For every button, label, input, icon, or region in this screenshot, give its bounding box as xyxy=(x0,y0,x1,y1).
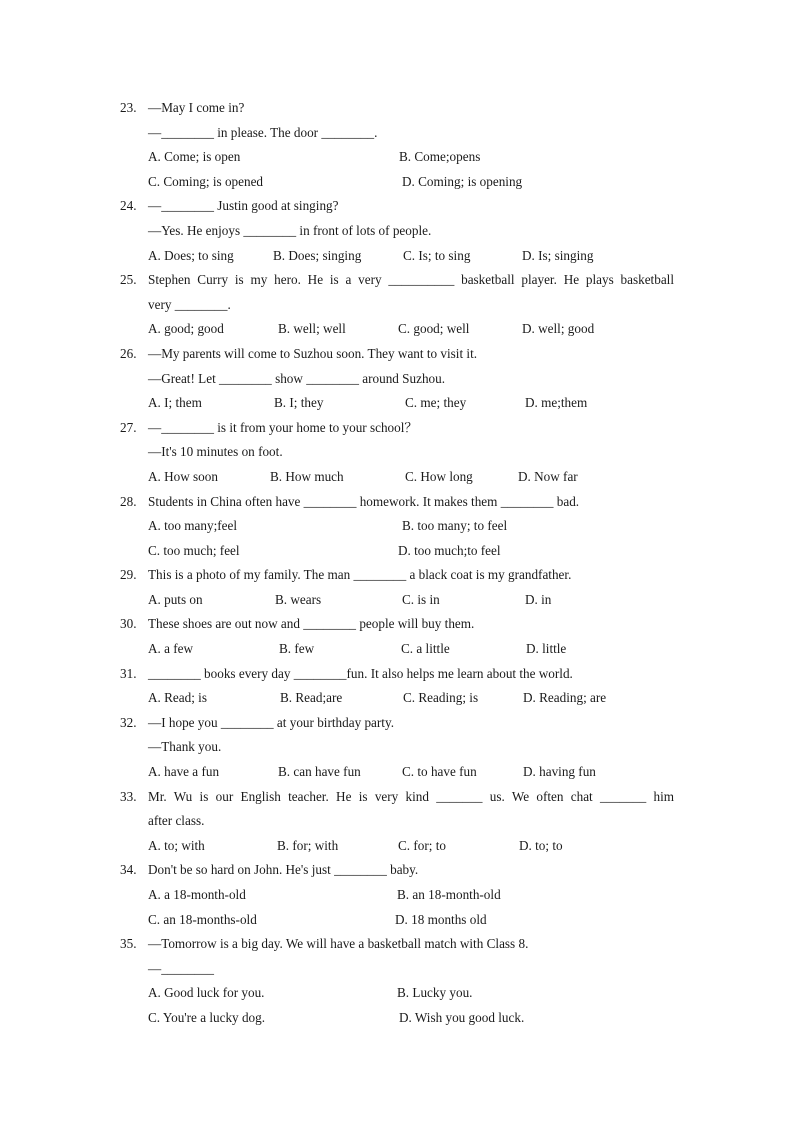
question-number: 23. xyxy=(120,100,137,115)
options-row xyxy=(148,170,674,195)
option-a[interactable]: A. good; good xyxy=(148,321,224,337)
question-line: —Yes. He enjoys ________ in front of lots of people. xyxy=(148,222,432,238)
question-32 xyxy=(0,711,674,785)
question-33 xyxy=(0,785,674,859)
question-line: Don't be so hard on John. He's just ________ baby. xyxy=(148,862,419,878)
option-c[interactable]: C. too much; feel xyxy=(148,542,240,558)
question-number: 31. xyxy=(120,665,137,681)
option-c[interactable]: C. Is; to sing xyxy=(403,247,471,263)
question-number: 27. xyxy=(120,419,137,435)
question-line: —Great! Let ________ show ________ around Suzhou. xyxy=(148,370,446,386)
option-a[interactable]: A. Read; is xyxy=(148,690,207,706)
option-b[interactable]: B. too many; to feel xyxy=(402,518,508,534)
option-b[interactable]: B. I; they xyxy=(274,395,324,411)
option-a[interactable]: A. a few xyxy=(148,641,194,657)
question-line: Students in China often have ________ homework. It makes them ________ bad. xyxy=(148,493,580,509)
option-c[interactable]: C. You're a lucky dog. xyxy=(148,1009,266,1025)
question-number: 33. xyxy=(120,788,137,804)
question-line: —Thank you. xyxy=(148,739,222,755)
option-c[interactable]: C. Reading; is xyxy=(403,690,479,706)
option-c[interactable]: C. Coming; is opened xyxy=(148,173,264,189)
option-b[interactable]: B. wears xyxy=(275,591,322,607)
options-row xyxy=(148,760,674,785)
question-35 xyxy=(0,932,674,1030)
question-line: These shoes are out now and ________ people will buy them. xyxy=(148,616,475,632)
options-row xyxy=(148,391,674,416)
options-row xyxy=(148,834,674,859)
question-line: —________ Justin good at singing? xyxy=(148,198,339,214)
option-b[interactable]: B. Does; singing xyxy=(273,247,362,263)
option-d[interactable]: D. little xyxy=(526,641,567,657)
question-line: —It's 10 minutes on foot. xyxy=(148,444,283,460)
options-row xyxy=(148,637,674,662)
option-a[interactable]: A. too many;feel xyxy=(148,518,237,534)
question-number: 32. xyxy=(120,714,137,730)
question-30 xyxy=(0,612,674,661)
question-line: after class. xyxy=(148,813,205,829)
option-d[interactable]: D. Wish you good luck. xyxy=(399,1009,525,1025)
option-b[interactable]: B. Read;are xyxy=(280,690,343,706)
option-d[interactable]: D. Coming; is opening xyxy=(402,173,523,189)
question-29 xyxy=(0,563,674,612)
option-a[interactable]: A. puts on xyxy=(148,591,203,607)
question-line: —________ is it from your home to your school？ xyxy=(148,419,418,435)
option-b[interactable]: B. few xyxy=(279,641,315,657)
question-number: 24. xyxy=(120,198,137,214)
question-line: —________ xyxy=(148,960,214,976)
option-a[interactable]: A. I; them xyxy=(148,395,202,411)
options-row xyxy=(148,883,674,908)
option-b[interactable]: B. Come;opens xyxy=(399,149,481,165)
options-row xyxy=(148,981,674,1006)
option-d[interactable]: D. Is; singing xyxy=(522,247,594,263)
question-number: 30. xyxy=(120,616,137,632)
option-d[interactable]: D. Now far xyxy=(518,468,578,484)
option-c[interactable]: C. good; well xyxy=(398,321,470,337)
question-27 xyxy=(0,416,674,490)
option-c[interactable]: C. a little xyxy=(401,641,450,657)
option-a[interactable]: A. Come; is open xyxy=(148,149,241,165)
option-d[interactable]: D. 18 months old xyxy=(395,911,487,927)
question-number: 34. xyxy=(120,862,137,878)
options-row xyxy=(148,1006,674,1031)
options-row xyxy=(148,539,674,564)
question-number: 28. xyxy=(120,493,137,509)
option-a[interactable]: A. have a fun xyxy=(148,764,220,780)
options-row xyxy=(148,514,674,539)
question-line: —Tomorrow is a big day. We will have a basketball match with Class 8. xyxy=(148,936,529,952)
option-b[interactable]: B. How much xyxy=(270,468,344,484)
question-line: —May I come in? xyxy=(148,100,245,115)
question-26 xyxy=(0,342,674,416)
option-c[interactable]: C. for; to xyxy=(398,837,446,853)
option-c[interactable]: C. to have fun xyxy=(402,764,477,780)
question-line: —________ in please. The door ________. xyxy=(148,124,378,140)
option-a[interactable]: A. to; with xyxy=(148,837,205,853)
option-b[interactable]: B. well; well xyxy=(278,321,346,337)
option-d[interactable]: D. well; good xyxy=(522,321,595,337)
option-a[interactable]: A. Does; to sing xyxy=(148,247,234,263)
option-b[interactable]: B. Lucky you. xyxy=(397,985,473,1001)
option-a[interactable]: A. a 18-month-old xyxy=(148,887,246,902)
option-d[interactable]: D. too much;to feel xyxy=(398,542,501,558)
question-line: ________ books every day ________fun. It also helps me learn about the world. xyxy=(148,665,573,681)
question-line: —My parents will come to Suzhou soon. They want to visit it. xyxy=(148,345,478,361)
option-c[interactable]: C. is in xyxy=(402,591,440,607)
question-34 xyxy=(0,858,674,932)
option-b[interactable]: B. can have fun xyxy=(278,764,361,780)
options-row xyxy=(148,317,674,342)
question-number: 26. xyxy=(120,345,137,361)
option-c[interactable]: C. me; they xyxy=(405,395,467,411)
option-d[interactable]: D. to; to xyxy=(519,837,563,853)
option-a[interactable]: A. How soon xyxy=(148,468,218,484)
option-a[interactable]: A. Good luck for you. xyxy=(148,985,265,1001)
question-line: Mr. Wu is our English teacher. He is very kind _______ us. We often chat _______ him xyxy=(148,788,674,804)
question-line: This is a photo of my family. The man ________ a black coat is my grandfather. xyxy=(148,567,572,583)
options-row xyxy=(148,908,674,933)
option-b[interactable]: B. for; with xyxy=(277,837,339,853)
option-c[interactable]: C. an 18-months-old xyxy=(148,911,257,927)
question-number: 29. xyxy=(120,567,137,583)
options-row xyxy=(148,145,674,170)
options-row xyxy=(148,465,674,490)
question-24 xyxy=(0,194,674,268)
option-d[interactable]: D. me;them xyxy=(525,395,588,411)
question-line: Stephen Curry is my hero. He is a very __________ basketball player. He plays basketball xyxy=(148,272,674,288)
question-28 xyxy=(0,490,674,564)
option-d[interactable]: D. Reading; are xyxy=(523,690,607,706)
question-31 xyxy=(0,662,674,711)
options-row xyxy=(148,588,674,613)
question-number: 35. xyxy=(120,936,137,952)
question-23 xyxy=(0,96,674,194)
question-line: very ________. xyxy=(148,296,231,312)
question-25 xyxy=(0,268,674,342)
options-row xyxy=(148,244,674,269)
option-b[interactable]: B. an 18-month-old xyxy=(397,887,501,902)
option-d[interactable]: D. in xyxy=(525,591,552,607)
option-d[interactable]: D. having fun xyxy=(523,764,596,780)
exam-page xyxy=(0,96,794,1031)
question-line: —I hope you ________ at your birthday party. xyxy=(148,714,394,730)
question-number: 25. xyxy=(120,272,137,288)
options-row xyxy=(148,686,674,711)
option-c[interactable]: C. How long xyxy=(405,468,473,484)
